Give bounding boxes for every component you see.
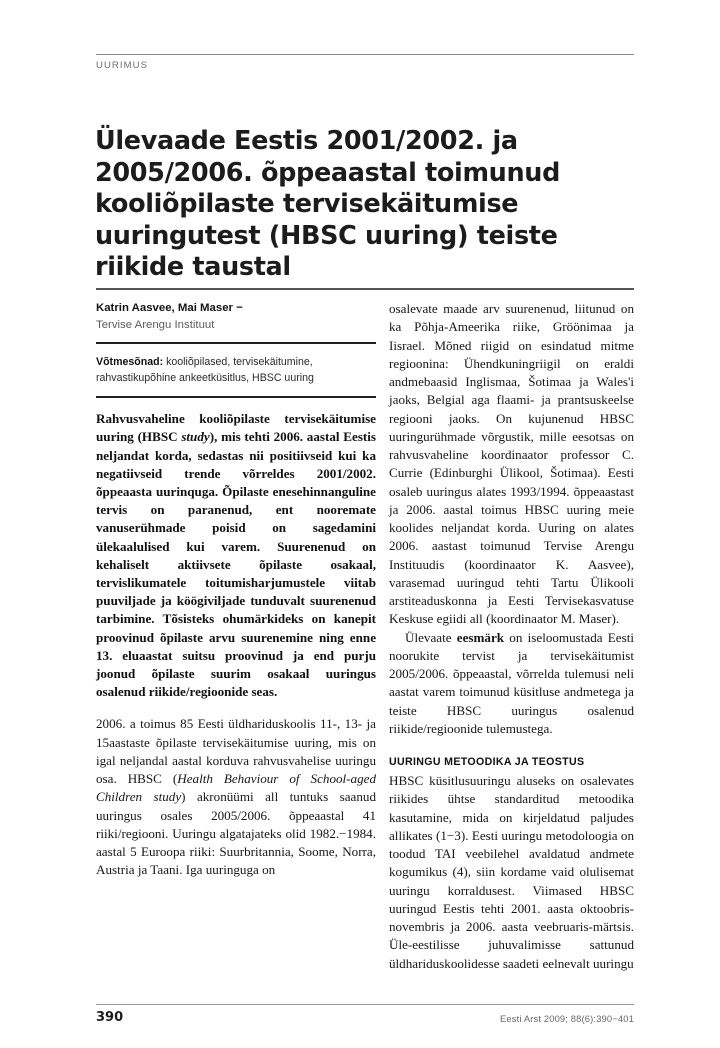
objective-bold-term: eesmärk xyxy=(456,629,505,645)
intro-paragraph xyxy=(96,715,376,879)
objective-text-part-2: on iseloomustada Eesti noorukite tervist ja tervisekäitumist 2005/2006. õppeaastal, võrrelda tulemusi neli aastat varem toimunud küsitluse andmetega ja teiste HBSC uuringus osalenud riikide/regioonide tulemustega. xyxy=(389,629,634,736)
left-column xyxy=(96,300,376,880)
author-block xyxy=(96,300,376,333)
keywords-value: kooliõpilased, tervisekäitumine, rahvastikupõhine ankeetküsitlus, HBSC uuring xyxy=(96,356,314,384)
keywords-block xyxy=(96,355,354,386)
page-number: 390 xyxy=(96,1010,124,1025)
intro-text-part-2: ) akronüümi all tuntuks saanud uuringus osales 2005/2006. õppeaastal 41 riiki/regiooni. Uuringu algatajateks olid 1982.−1984. aastal 5 Euroopa riiki: Suurbritannia, Soome, Norra, Austria ja Taani. Iga uuringuga on xyxy=(96,789,376,878)
title-divider xyxy=(96,288,634,290)
continuation-paragraph: osalevate maade arv suurenenud, liitunud on ka Põhja-Ameerika riike, Gröönimaa ja Iisrael. Mõned riigid on esindatud mitme regioonina: Ühendkuningriigil on eraldi andmebaasid Inglismaa, Šotimaa ja Wales'i jaoks, Belgial aga flaami- ja prantsuskeelse regiooni jaoks. On kujunenud HBSC uuringurühmade võrgustik, mille eesotsas on rahvusvaheline koordinaator professor C. Currie (Edinburghi Ülikool, Šotimaa). Eesti osaleb uuringus alates 1993/1994. õppeaastast ja 2006. aastal toimus HBSC uuring meie koolides neljandat korda. Uuring on alates 2006. aastast toimunud Tervise Arengu Instituudis (koordinaator K. Aasvee), varasemad uuringud tehti Tartu Ülikooli arstiteaduskonna ja Eesti Tervisekasvatuse Keskuse egiidi all (koordinaator M. Maser). xyxy=(389,301,634,627)
objective-paragraph xyxy=(389,629,634,739)
objective-text-part-1: Ülevaate xyxy=(405,629,457,645)
intro-italic-term: Health Behaviour of School-aged Children study xyxy=(96,771,376,805)
author-divider xyxy=(96,342,376,344)
author-names: Katrin Aasvee, Mai Maser − xyxy=(96,302,243,314)
abstract-text-part-1: Rahvusvaheline kooliõpilaste tervisekäitumise uuring (HBSC xyxy=(96,411,376,445)
header-divider xyxy=(96,54,634,55)
keywords-divider xyxy=(96,396,376,398)
page-title: Ülevaade Eestis 2001/2002. ja 2005/2006. õppeaastal toimunud kooliõpilaste tervisekäitumise uuringutest (HBSC uuring) teiste riikide taustal xyxy=(95,126,560,283)
journal-citation: Eesti Arst 2009; 88(6):390−401 xyxy=(499,1013,634,1024)
footer-divider xyxy=(96,1004,634,1005)
abstract-italic-term: study xyxy=(181,429,210,445)
section-kicker: UURIMUS xyxy=(96,60,149,71)
abstract-text-part-2: ), mis tehti 2006. aastal Eestis neljandat korda, sedastas nii positiivseid kui ka negatiivseid trende võrreldes 2001/2002. õppeaasta uurinquga. Õpilaste enesehinnanguline tervis on paranenud, ent nooremate vanuserühmade poisid on sagedamini ülekaalulised kui varem. Suurenenud on kehaliselt aktiivsete õpilaste osakaal, tervislikumatele toitumisharjumustele viitab puuviljade ja köögiviljade tunduvalt suurenenud tarbimine. Tõsisteks ohumärkideks on kanepit proovinud õpilaste arvu suurenemine ning enne 13. eluaastat suitsu proovinud ja end purju joonud õpilaste suurim osakaal uuringus osalenud riikide/regioonide seas. xyxy=(96,429,377,700)
keywords-label: Võtmesõnad: xyxy=(96,356,164,368)
author-affiliation: Tervise Arengu Instituut xyxy=(96,318,215,331)
abstract-paragraph xyxy=(96,410,376,701)
methods-section-heading: UURINGU METOODIKA JA TEOSTUS xyxy=(389,756,585,768)
methods-paragraph: HBSC küsitlusuuringu aluseks on osalevates riikides ühtse standarditud metoodika kasutamine, mida on kirjeldatud paljudes allikates (1−3). Eesti uuringu metodoloogia on toodud TAI veebilehel avaldatud andmete kogumikus (4), siin kordame vaid olulisemat uuringu korraldusest. Viimased HBSC uuringud Eestis tehti 2001. aasta oktoobris-novembris ja 2006. aasta veebruaris-märtsis. Üle-eestilisse juhuvalimisse sattunud üldhariduskoolidesse saadeti eelnevalt uuringu xyxy=(389,773,634,971)
intro-text-part-1: 2006. a toimus 85 Eesti üldhariduskoolis 11-, 13- ja 15aastaste õpilaste tervisekäitumise uuring, mis on igal neljandal aastal korduva rahvusvahelise uuringu osa. HBSC ( xyxy=(96,716,376,787)
right-column xyxy=(389,300,634,973)
